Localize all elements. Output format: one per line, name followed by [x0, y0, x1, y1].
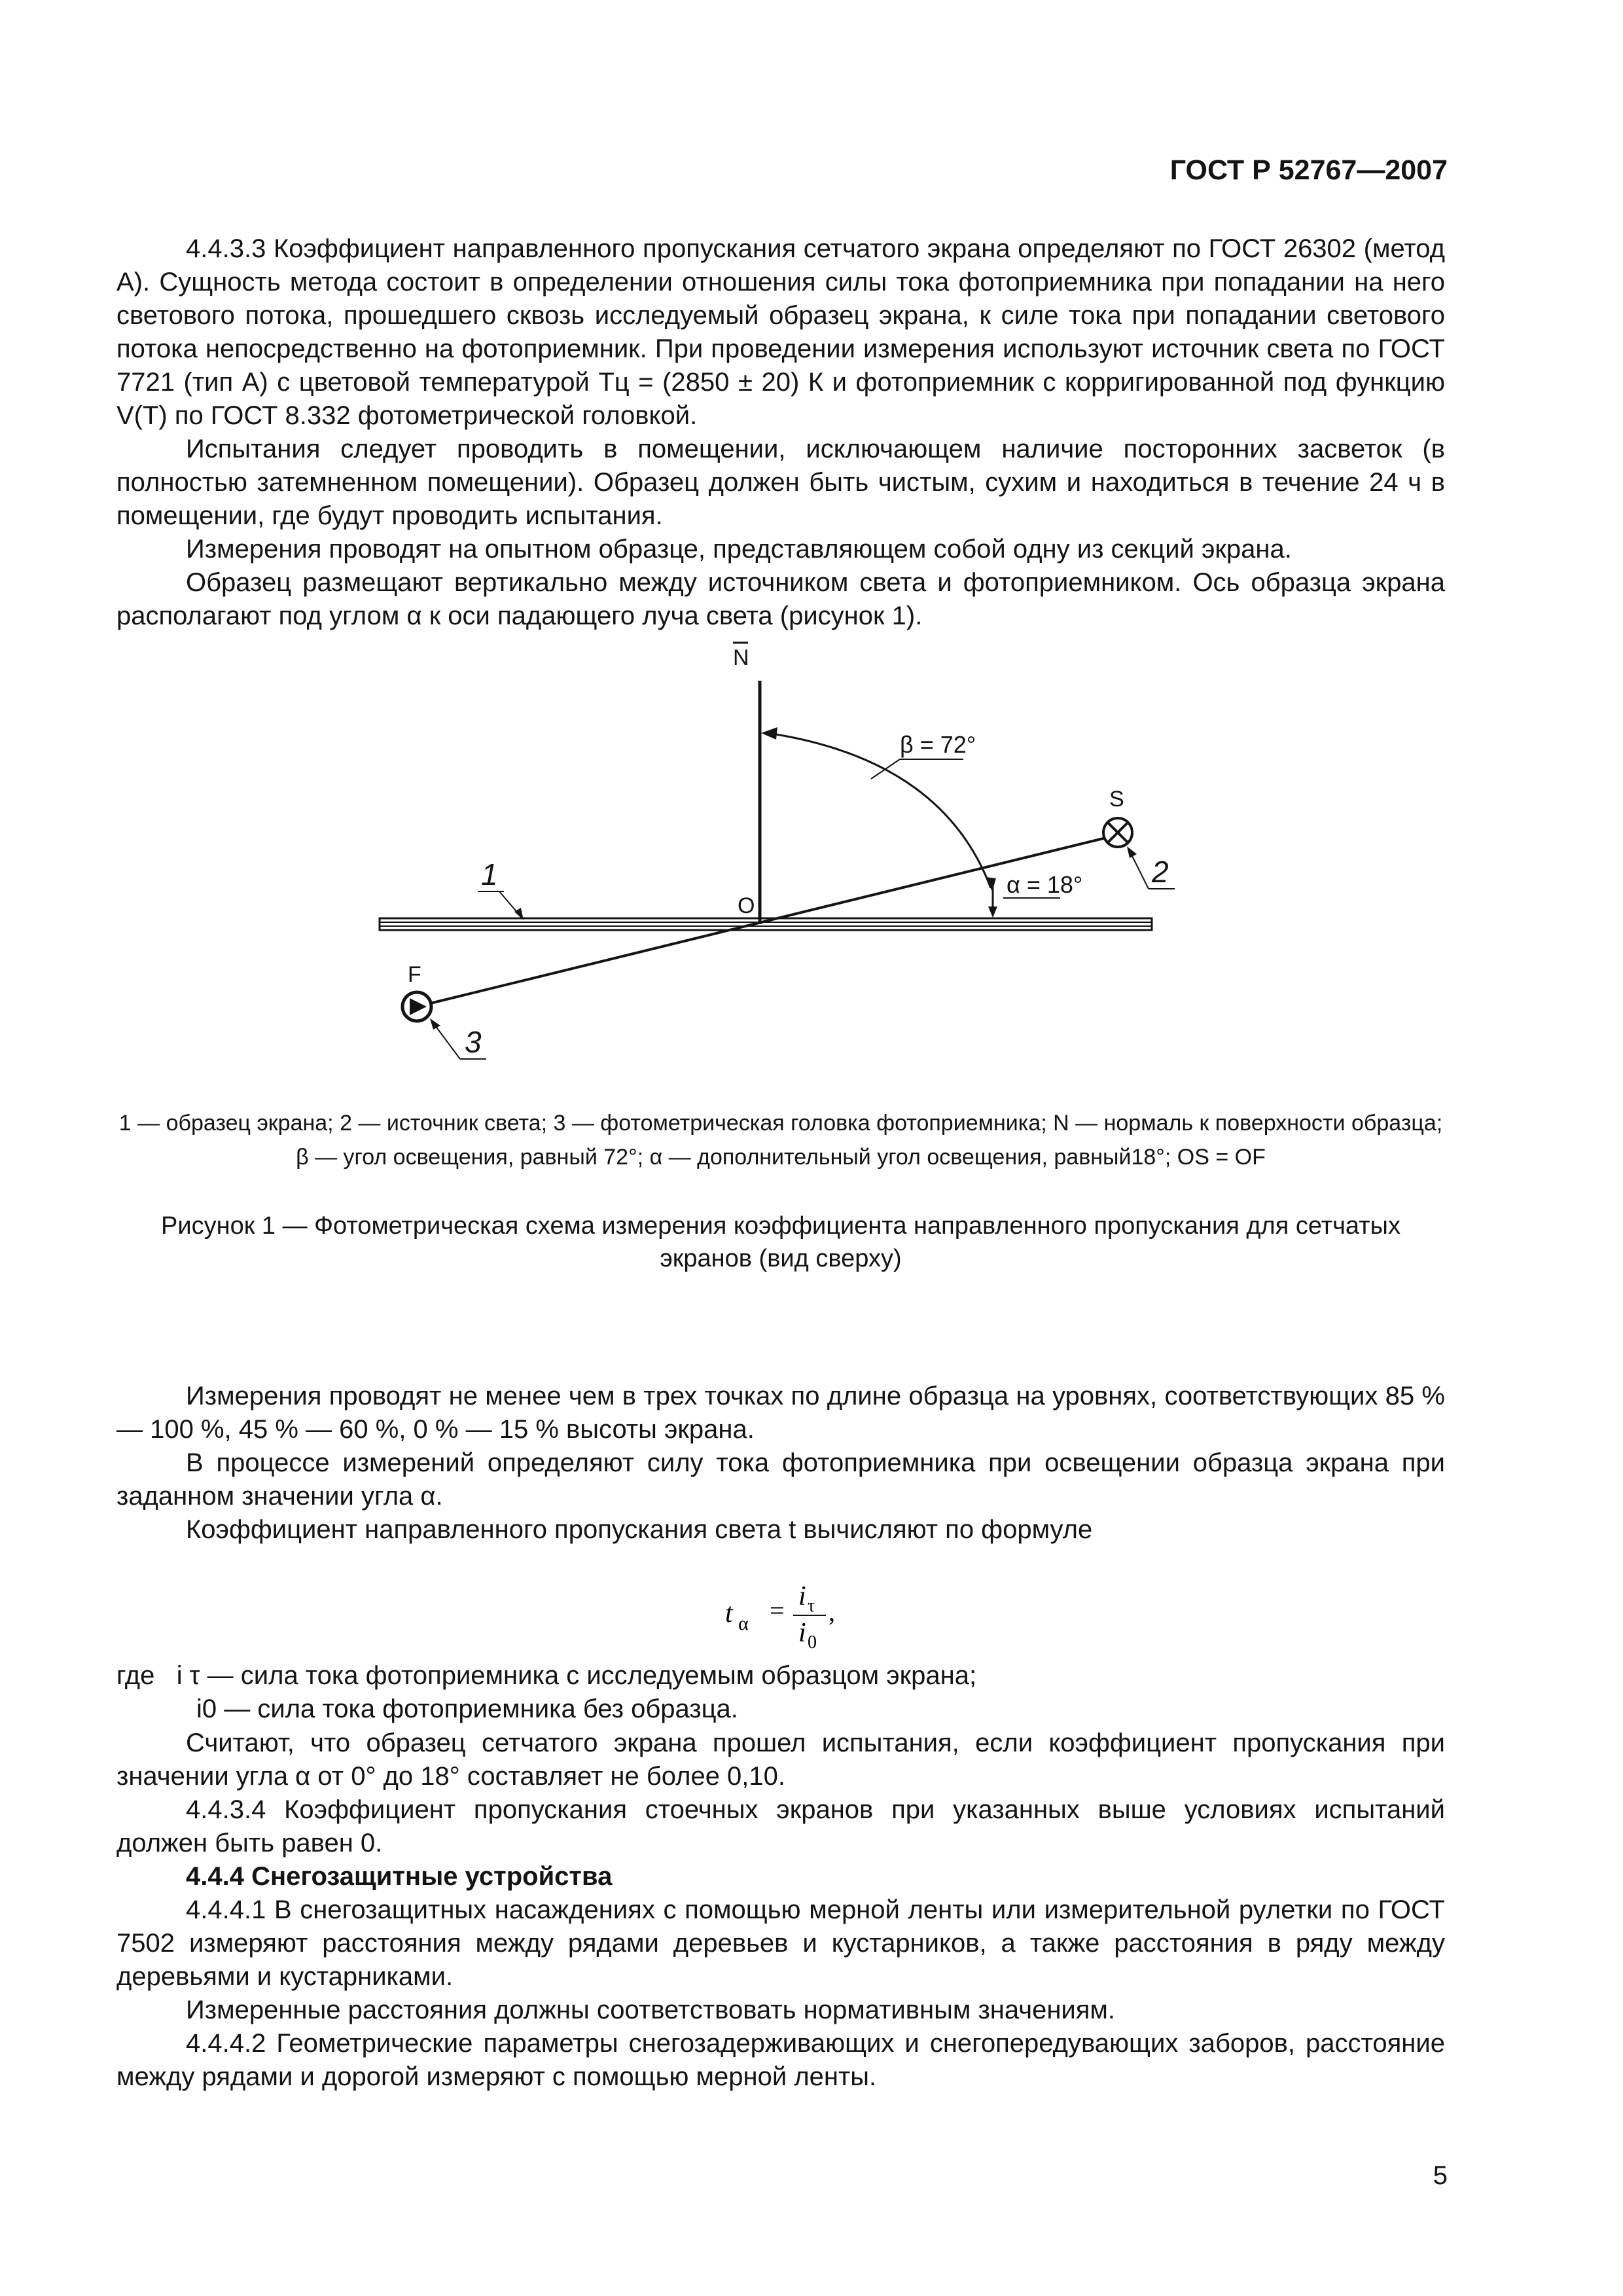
formula-denominator: i — [798, 1618, 806, 1648]
paragraph: В процессе измерений определяют силу тока фотоприемника при освещении образца экрана при заданном значении угла α. — [116, 1448, 1445, 1511]
where-prefix: где — [116, 1661, 155, 1690]
where-clause — [116, 1659, 976, 1726]
paragraph: Коэффициент направленного пропускания света t вычисляют по формуле — [186, 1515, 1093, 1544]
callout-2-leader — [1130, 851, 1149, 889]
paragraph: 4.4.4.1 В снегозащитных насаждениях с помощью мерной ленты или измерительной рулетки по ГОСТ 7502 измеряют расстояния между рядами деревьев и кустарников, а также расстояния в ряду между деревьями и кустарниками. — [116, 1895, 1445, 1991]
beta-label: β = 72° — [900, 731, 976, 758]
caption-line: экранов (вид сверху) — [660, 1245, 902, 1272]
formula-equals: = — [770, 1596, 785, 1625]
paragraph: Измерения проводят на опытном образце, представляющем собой одну из секций экрана. — [186, 535, 1292, 564]
photometric-diagram — [366, 628, 1178, 1073]
beta-arrowhead — [986, 877, 996, 891]
caption-line: Рисунок 1 — Фотометрическая схема измерения коэффициента направленного пропускания для сетчатых — [161, 1212, 1400, 1240]
formula-numerator: i — [798, 1581, 806, 1611]
formula-lhs: t — [725, 1598, 733, 1628]
paragraph: Считают, что образец сетчатого экрана прошел испытания, если коэффициент пропускания при значении угла α от 0° до 18° составляет не более 0,10. — [116, 1729, 1445, 1791]
paragraph: 4.4.3.3 Коэффициент направленного пропускания сетчатого экрана определяют по ГОСТ 26302 (метод А). Сущность метода состоит в определении отношения силы тока фотоприемника при попадании на него светового потока, прошедшего сквозь исследуемый образец экрана, к силе тока при попадании светового потока непосредственно на фотоприемник. При проведении измерения используют источник света по ГОСТ 7721 (тип А) с цветовой температурой Тц = (2850 ± 20) К и фотоприемник с корригированной под функцию V(T) по ГОСТ 8.332 фотометрической головкой. — [116, 234, 1445, 430]
paragraph: 4.4.4.2 Геометрические параметры снегозадерживающих и снегопередувающих заборов, расстояние между рядами и дорогой измеряют с помощью мерной ленты. — [116, 2029, 1445, 2091]
where-line: i τ — сила тока фотоприемника с исследуемым образцом экрана; — [176, 1661, 977, 1690]
figure-legend — [116, 1106, 1445, 1174]
beta-arrowhead — [761, 727, 777, 740]
light-source-icon — [1103, 818, 1132, 847]
figure-caption — [116, 1210, 1445, 1275]
formula-denominator-subscript: 0 — [808, 1632, 817, 1651]
page-number: 5 — [1433, 2161, 1448, 2190]
photometer-head-icon — [402, 992, 431, 1021]
formula-numerator-subscript: τ — [808, 1596, 815, 1616]
document-number-header: ГОСТ Р 52767—2007 — [1169, 154, 1448, 186]
source-label: S — [1109, 787, 1124, 812]
legend-line: β — угол освещения, равный 72°; α — дополнительный угол освещения, равный18°; OS = OF — [296, 1145, 1266, 1170]
paragraph: Измерения проводят не менее чем в трех точках по длине образца на уровнях, соответствующих 85 % — 100 %, 45 % — 60 %, 0 % — 15 % высоты экрана. — [116, 1382, 1445, 1444]
callout-3-leader — [433, 1023, 460, 1059]
transmission-formula — [720, 1579, 916, 1651]
alpha-label: α = 18° — [1007, 871, 1083, 898]
formula-trailing-comma: , — [829, 1597, 835, 1626]
alpha-arrowhead — [988, 906, 997, 918]
where-line: i0 — сила тока фотоприемника без образца. — [196, 1695, 738, 1723]
normal-label: N — [733, 645, 749, 670]
legend-line: 1 — образец экрана; 2 — источник света; 3 — фотометрическая головка фотоприемника; N — нормаль к поверхности образца; — [118, 1111, 1443, 1136]
callout-1-label: 1 — [481, 857, 498, 891]
bottom-text-block — [116, 1727, 1445, 2094]
paragraph: Испытания следует проводить в помещении, исключающем наличие посторонних засветок (в полностью затемненном помещении). Образец должен быть чистым, сухим и находиться в течение 24 ч в помещении, где будут проводить испытания. — [116, 435, 1445, 530]
callout-3-label: 3 — [465, 1025, 482, 1059]
paragraph: Образец размещают вертикально между источником света и фотоприемником. Ось образца экрана располагают под углом α к оси падающего луча света (рисунок 1). — [116, 568, 1445, 630]
origin-label: O — [738, 893, 755, 918]
top-text-block — [116, 232, 1445, 633]
paragraph: Измеренные расстояния должны соответствовать нормативным значениям. — [186, 1996, 1116, 2024]
formula-lhs-subscript: α — [738, 1613, 749, 1634]
callout-2-label: 2 — [1152, 855, 1169, 889]
paragraph: 4.4.3.4 Коэффициент пропускания стоечных экранов при указанных выше условиях испытаний должен быть равен 0. — [116, 1795, 1445, 1857]
section-heading: 4.4.4 Снегозащитные устройства — [186, 1862, 613, 1891]
photo-label: F — [408, 962, 421, 987]
middle-text-block — [116, 1380, 1445, 1547]
